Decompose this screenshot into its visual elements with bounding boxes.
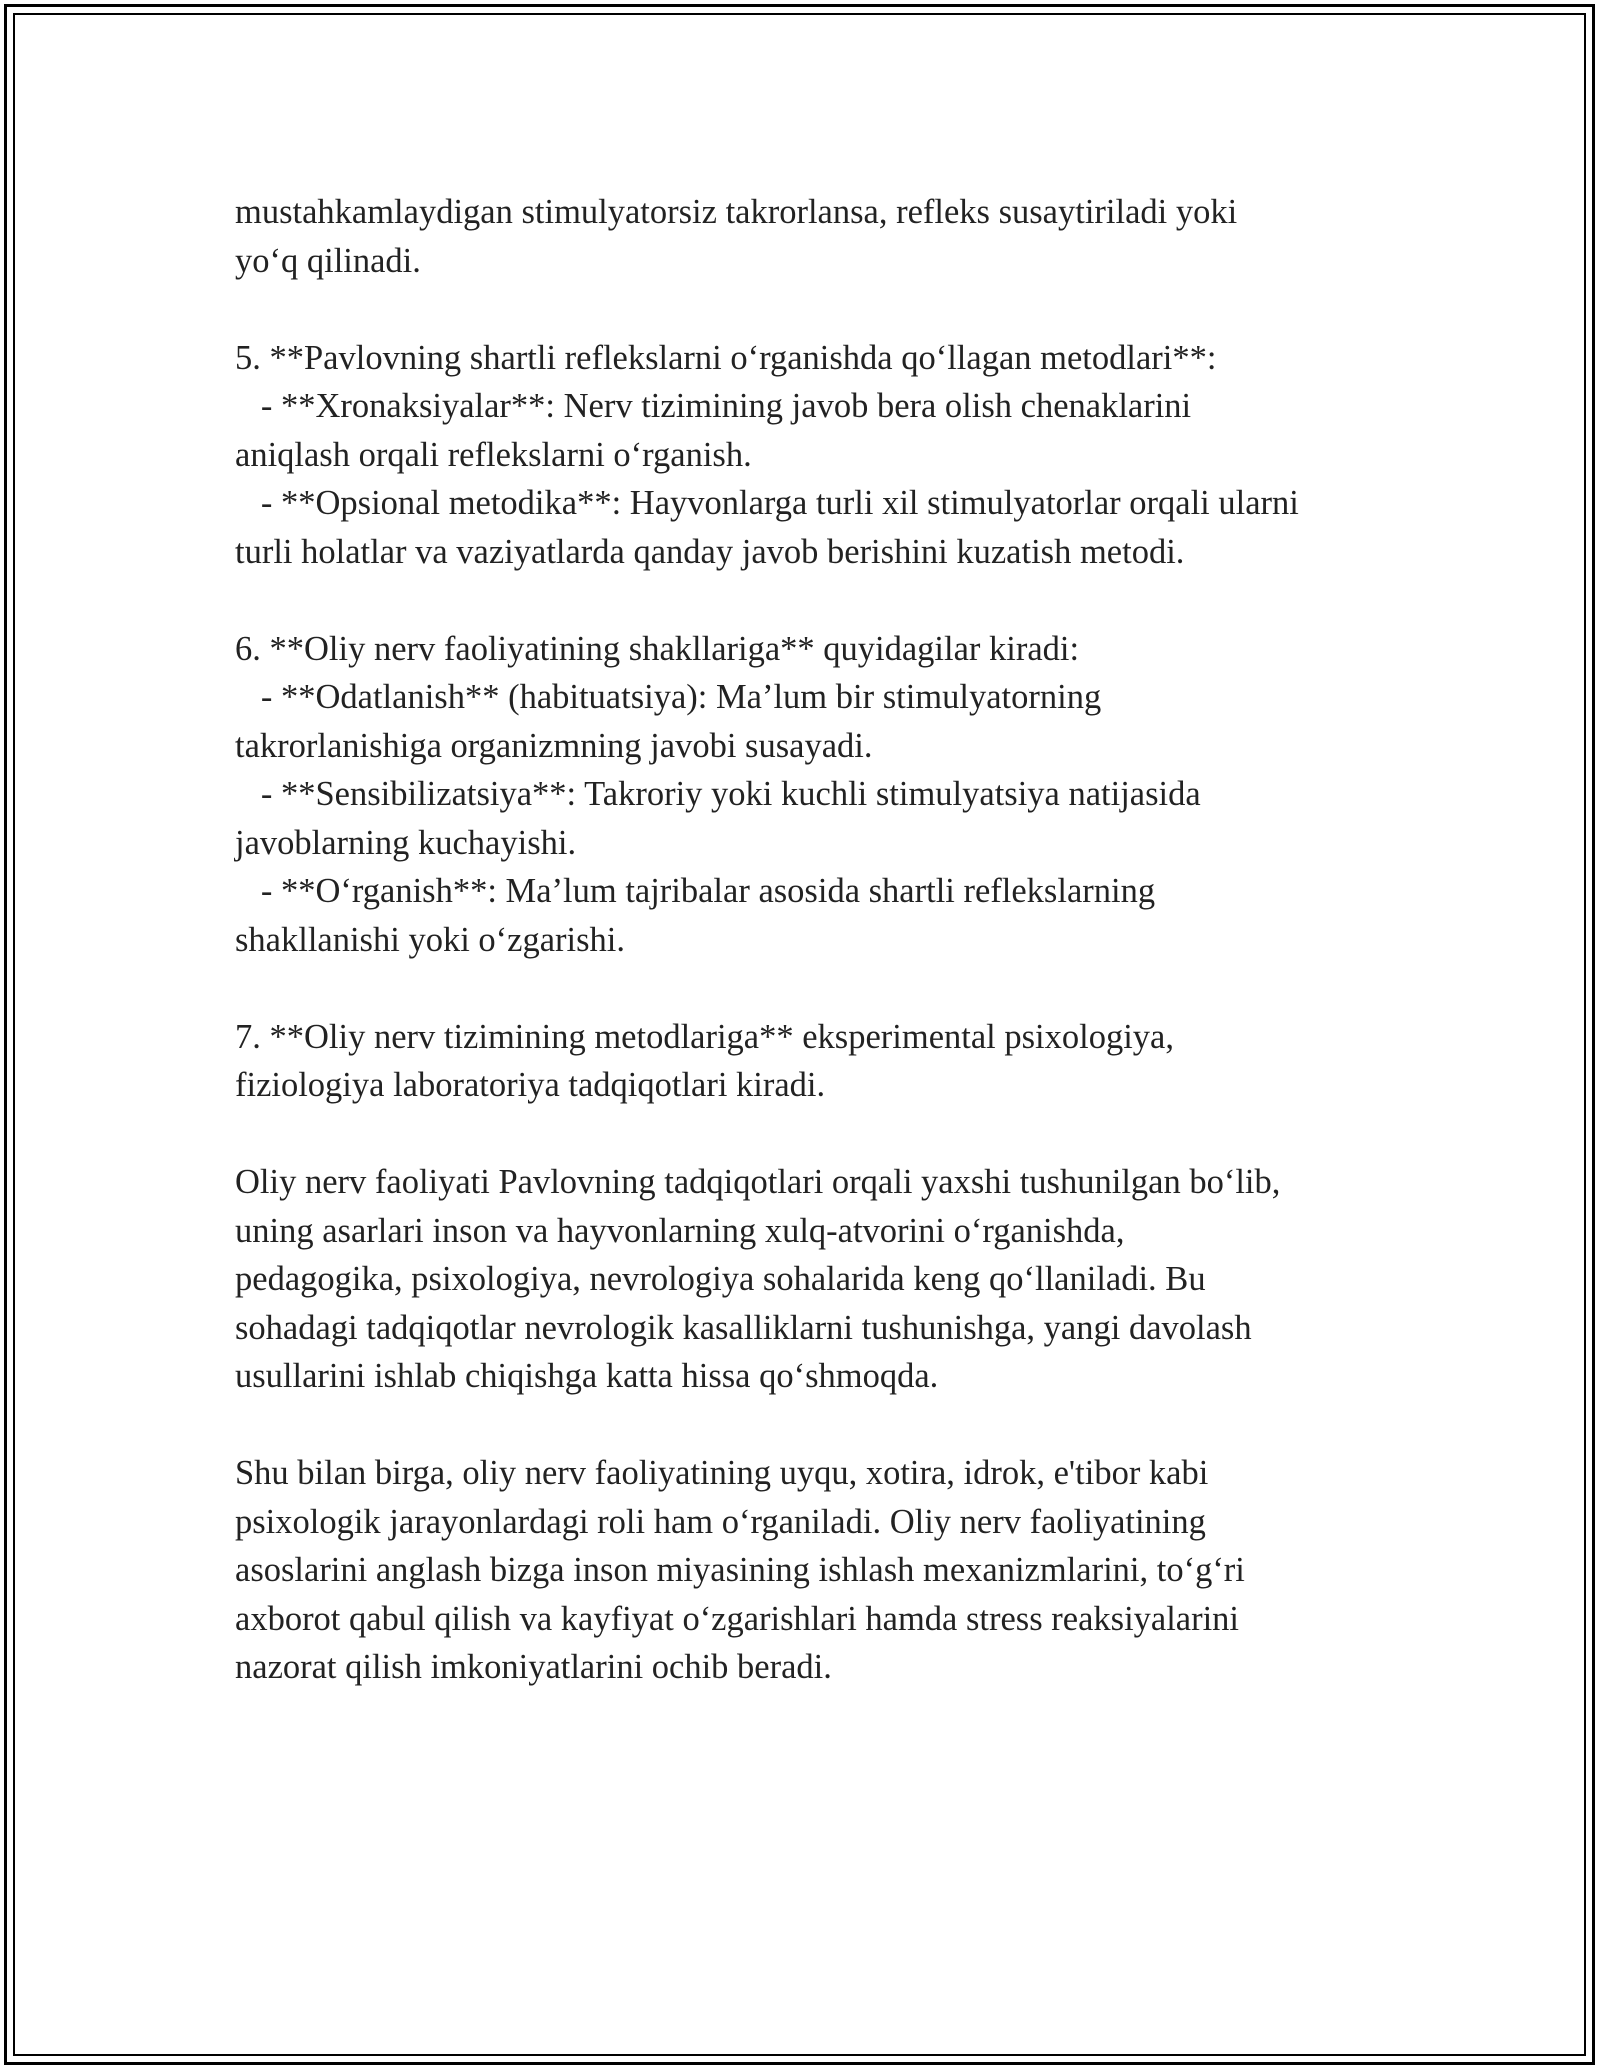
paragraph-gap: [235, 285, 1415, 334]
sub-item-line: - **Sensibilizatsiya**: Takroriy yoki kuchli stimulyatsiya natijasida: [235, 775, 1201, 813]
text-line: psixologik jarayonlardagi roli ham o‘rganiladi. Oliy nerv faoliyatining: [235, 1502, 1206, 1541]
text-line: takrorlanishiga organizmning javobi susayadi.: [235, 726, 873, 765]
paragraph-pavlov-tadqiqotlari: [235, 1158, 1415, 1401]
paragraph-gap: [235, 1110, 1415, 1159]
text-line: usullarini ishlab chiqishga katta hissa qo‘shmoqda.: [235, 1357, 939, 1395]
list-item-5-pavlov-metodlari: [235, 334, 1415, 577]
text-line: sohadagi tadqiqotlar nevrologik kasalliklarni tushunishga, yangi davolash: [235, 1308, 1252, 1347]
text-line: Shu bilan birga, oliy nerv faoliyatining uyqu, xotira, idrok, e'tibor kabi: [235, 1454, 1209, 1492]
sub-item-line: - **O‘rganish**: Ma’lum tajribalar asosida shartli reflekslarning: [235, 872, 1156, 910]
list-item-heading: 5. **Pavlovning shartli reflekslarni o‘rganishda qo‘llagan metodlari**:: [235, 338, 1217, 377]
text-line: mustahkamlaydigan stimulyatorsiz takrorlansa, refleks susaytiriladi yoki: [235, 193, 1238, 231]
text-line: pedagogika, psixologiya, nevrologiya sohalarida keng qo‘llaniladi. Bu: [235, 1260, 1206, 1298]
text-line: aniqlash orqali reflekslarni o‘rganish.: [235, 435, 752, 474]
text-line: turli holatlar va vaziyatlarda qanday javob berishini kuzatish metodi.: [235, 532, 1185, 571]
text-line: shakllanishi yoki o‘zgarishi.: [235, 920, 625, 959]
paragraph-gap: [235, 576, 1415, 625]
sub-item-line: - **Opsional metodika**: Hayvonlarga turli xil stimulyatorlar orqali ularni: [235, 484, 1299, 522]
text-line: fiziologiya laboratoriya tadqiqotlari kiradi.: [235, 1066, 826, 1104]
sub-item-line: - **Odatlanish** (habituatsiya): Ma’lum bir stimulyatorning: [235, 678, 1102, 716]
list-item-heading: 7. **Oliy nerv tizimining metodlariga** eksperimental psixologiya,: [235, 1017, 1174, 1056]
text-line: axborot qabul qilish va kayfiyat o‘zgarishlari hamda stress reaksiyalarini: [235, 1599, 1240, 1638]
paragraph-gap: [235, 1401, 1415, 1450]
text-line: nazorat qilish imkoniyatlarini ochib beradi.: [235, 1648, 832, 1686]
paragraph-gap: [235, 964, 1415, 1013]
list-item-6-shakllari: [235, 625, 1415, 965]
paragraph-psixologik-jarayonlar: [235, 1449, 1415, 1692]
text-line: asoslarini anglash bizga inson miyasining ishlash mexanizmlarini, to‘g‘ri: [235, 1551, 1245, 1589]
text-line: yo‘q qilinadi.: [235, 241, 421, 280]
paragraph-refleks-susaytirish: [235, 188, 1415, 285]
text-line: javoblarning kuchayishi.: [235, 823, 577, 862]
list-item-7-metodlar: [235, 1013, 1415, 1110]
text-line: uning asarlari inson va hayvonlarning xulq-atvorini o‘rganishda,: [235, 1211, 1125, 1250]
sub-item-line: - **Xronaksiyalar**: Nerv tizimining javob bera olish chenaklarini: [235, 387, 1192, 425]
list-item-heading: 6. **Oliy nerv faoliyatining shakllariga** quyidagilar kiradi:: [235, 629, 1080, 668]
text-line: Oliy nerv faoliyati Pavlovning tadqiqotlari orqali yaxshi tushunilgan bo‘lib,: [235, 1163, 1281, 1201]
document-body: [235, 188, 1415, 1692]
